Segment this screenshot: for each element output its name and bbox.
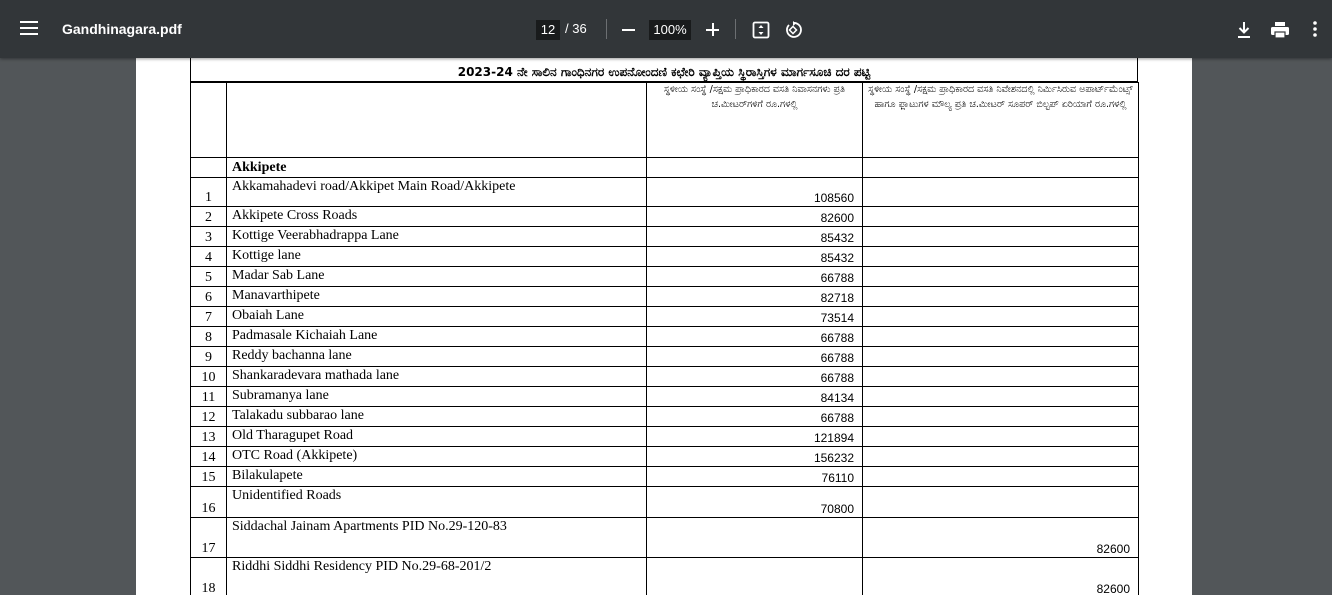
row-residential-rate: 66788 bbox=[647, 367, 863, 387]
row-residential-rate: 70800 bbox=[647, 487, 863, 518]
table-row bbox=[191, 518, 1139, 558]
more-options-icon[interactable] bbox=[1313, 21, 1317, 37]
row-apartment-rate: 82600 bbox=[863, 518, 1139, 558]
row-road-name: Kottige Veerabhadrappa Lane bbox=[227, 227, 647, 247]
row-serial: 15 bbox=[191, 467, 227, 487]
table-header-row bbox=[191, 83, 1139, 158]
row-residential-rate: 82718 bbox=[647, 287, 863, 307]
row-residential-rate: 66788 bbox=[647, 267, 863, 287]
header-serial-cell bbox=[191, 83, 227, 158]
table-row bbox=[191, 387, 1139, 407]
row-apartment-rate bbox=[863, 367, 1139, 387]
section-title: Akkipete bbox=[227, 158, 647, 178]
table-row bbox=[191, 307, 1139, 327]
row-road-name: Siddachal Jainam Apartments PID No.29-120-83 bbox=[227, 518, 647, 558]
table-row bbox=[191, 347, 1139, 367]
row-road-name: Riddhi Siddhi Residency PID No.29-68-201/2 bbox=[227, 558, 647, 595]
document-filename: Gandhinagara.pdf bbox=[62, 21, 182, 37]
row-serial: 6 bbox=[191, 287, 227, 307]
row-residential-rate: 84134 bbox=[647, 387, 863, 407]
page-total: / 36 bbox=[565, 21, 587, 36]
row-serial: 5 bbox=[191, 267, 227, 287]
row-residential-rate: 73514 bbox=[647, 307, 863, 327]
row-residential-rate: 76110 bbox=[647, 467, 863, 487]
row-apartment-rate bbox=[863, 247, 1139, 267]
document-title: 2023-24 ನೇ ಸಾಲಿನ ಗಾಂಧಿನಗರ ಉಪನೋಂದಣಿ ಕಛೇರಿ ವ್ಯಾಪ್ತಿಯ ಸ್ಥಿರಾಸ್ತಿಗಳ ಮಾರ್ಗಸೂಚಿ ದರ ಪಟ್ಟಿ bbox=[190, 58, 1138, 82]
pdf-toolbar bbox=[0, 0, 1332, 58]
rotate-icon[interactable] bbox=[784, 21, 802, 39]
row-residential-rate: 156232 bbox=[647, 447, 863, 467]
row-residential-rate: 66788 bbox=[647, 347, 863, 367]
row-apartment-rate bbox=[863, 447, 1139, 467]
row-road-name: Manavarthipete bbox=[227, 287, 647, 307]
row-road-name: Shankaradevara mathada lane bbox=[227, 367, 647, 387]
row-serial: 17 bbox=[191, 518, 227, 558]
table-row bbox=[191, 227, 1139, 247]
row-apartment-rate: 82600 bbox=[863, 558, 1139, 595]
table-row bbox=[191, 327, 1139, 347]
print-icon[interactable] bbox=[1270, 21, 1290, 39]
table-row bbox=[191, 467, 1139, 487]
row-apartment-rate bbox=[863, 427, 1139, 447]
table-row bbox=[191, 558, 1139, 595]
row-apartment-rate bbox=[863, 387, 1139, 407]
rate-table-document bbox=[190, 58, 1138, 595]
row-serial: 1 bbox=[191, 178, 227, 207]
row-serial: 14 bbox=[191, 447, 227, 467]
row-residential-rate bbox=[647, 518, 863, 558]
row-serial: 2 bbox=[191, 207, 227, 227]
row-serial: 8 bbox=[191, 327, 227, 347]
row-serial: 11 bbox=[191, 387, 227, 407]
row-residential-rate: 82600 bbox=[647, 207, 863, 227]
table-row bbox=[191, 447, 1139, 467]
table-row bbox=[191, 487, 1139, 518]
row-serial: 10 bbox=[191, 367, 227, 387]
row-road-name: Bilakulapete bbox=[227, 467, 647, 487]
download-icon[interactable] bbox=[1236, 21, 1252, 39]
header-name-cell bbox=[227, 83, 647, 158]
row-road-name: Madar Sab Lane bbox=[227, 267, 647, 287]
row-serial: 9 bbox=[191, 347, 227, 367]
row-residential-rate bbox=[647, 558, 863, 595]
fit-page-icon[interactable] bbox=[752, 21, 770, 39]
row-apartment-rate bbox=[863, 307, 1139, 327]
row-road-name: Akkamahadevi road/Akkipet Main Road/Akkipete bbox=[227, 178, 647, 207]
row-road-name: Padmasale Kichaiah Lane bbox=[227, 327, 647, 347]
row-road-name: Obaiah Lane bbox=[227, 307, 647, 327]
row-serial: 13 bbox=[191, 427, 227, 447]
zoom-in-icon[interactable] bbox=[706, 23, 719, 36]
table-row bbox=[191, 178, 1139, 207]
header-apartment-rate: ಸ್ಥಳೀಯ ಸಂಸ್ಥೆ /ಸಕ್ಷಮ ಪ್ರಾಧಿಕಾರದ ವಸತಿ ನಿವೇಶನದಲ್ಲಿ ನಿರ್ಮಿಸಿರುವ ಅಪಾರ್ಟ್‌ಮೆಂಟ್ಸ್ ಹಾಗೂ ಫ್ಲಾಟುಗಳ ಮೌಲ್ಯ ಪ್ರತಿ ಚ.ಮೀಟರ್ ಸೂಪರ್ ಬಿಲ್ಟಪ್ ಏರಿಯಾಗೆ ರೂ.ಗಳಲ್ಲಿ bbox=[863, 83, 1139, 158]
row-apartment-rate bbox=[863, 178, 1139, 207]
row-residential-rate: 85432 bbox=[647, 247, 863, 267]
row-road-name: Unidentified Roads bbox=[227, 487, 647, 518]
zoom-level-input[interactable]: 100% bbox=[649, 20, 691, 40]
table-row bbox=[191, 267, 1139, 287]
row-serial: 18 bbox=[191, 558, 227, 595]
row-apartment-rate bbox=[863, 267, 1139, 287]
row-road-name: OTC Road (Akkipete) bbox=[227, 447, 647, 467]
row-serial: 3 bbox=[191, 227, 227, 247]
rate-table bbox=[190, 82, 1139, 595]
row-residential-rate: 121894 bbox=[647, 427, 863, 447]
row-serial: 12 bbox=[191, 407, 227, 427]
row-road-name: Akkipete Cross Roads bbox=[227, 207, 647, 227]
row-residential-rate: 108560 bbox=[647, 178, 863, 207]
row-serial: 4 bbox=[191, 247, 227, 267]
pdf-page bbox=[136, 58, 1192, 595]
row-apartment-rate bbox=[863, 227, 1139, 247]
row-residential-rate: 66788 bbox=[647, 327, 863, 347]
toolbar-divider bbox=[735, 19, 736, 39]
table-row bbox=[191, 247, 1139, 267]
row-serial: 16 bbox=[191, 487, 227, 518]
row-apartment-rate bbox=[863, 207, 1139, 227]
row-apartment-rate bbox=[863, 487, 1139, 518]
table-row bbox=[191, 427, 1139, 447]
row-apartment-rate bbox=[863, 467, 1139, 487]
page-number-input[interactable]: 12 bbox=[536, 20, 560, 40]
row-road-name: Subramanya lane bbox=[227, 387, 647, 407]
table-row bbox=[191, 367, 1139, 387]
row-apartment-rate bbox=[863, 407, 1139, 427]
table-row bbox=[191, 207, 1139, 227]
row-road-name: Talakadu subbarao lane bbox=[227, 407, 647, 427]
row-serial: 7 bbox=[191, 307, 227, 327]
menu-icon[interactable] bbox=[20, 21, 38, 37]
zoom-out-icon[interactable] bbox=[622, 29, 635, 31]
table-row bbox=[191, 287, 1139, 307]
toolbar-divider bbox=[606, 19, 607, 39]
row-apartment-rate bbox=[863, 287, 1139, 307]
section-row bbox=[191, 158, 1139, 178]
row-apartment-rate bbox=[863, 347, 1139, 367]
row-road-name: Reddy bachanna lane bbox=[227, 347, 647, 367]
row-road-name: Old Tharagupet Road bbox=[227, 427, 647, 447]
row-residential-rate: 85432 bbox=[647, 227, 863, 247]
row-road-name: Kottige lane bbox=[227, 247, 647, 267]
header-residential-rate: ಸ್ಥಳೀಯ ಸಂಸ್ಥೆ /ಸಕ್ಷಮ ಪ್ರಾಧಿಕಾರದ ವಸತಿ ನಿವಾಸನಗಳು ಪ್ರತಿ ಚ.ಮೀಟರ್‌ಗಳಿಗೆ ರೂ.ಗಳಲ್ಲಿ bbox=[647, 83, 863, 158]
row-residential-rate: 66788 bbox=[647, 407, 863, 427]
row-apartment-rate bbox=[863, 327, 1139, 347]
table-row bbox=[191, 407, 1139, 427]
